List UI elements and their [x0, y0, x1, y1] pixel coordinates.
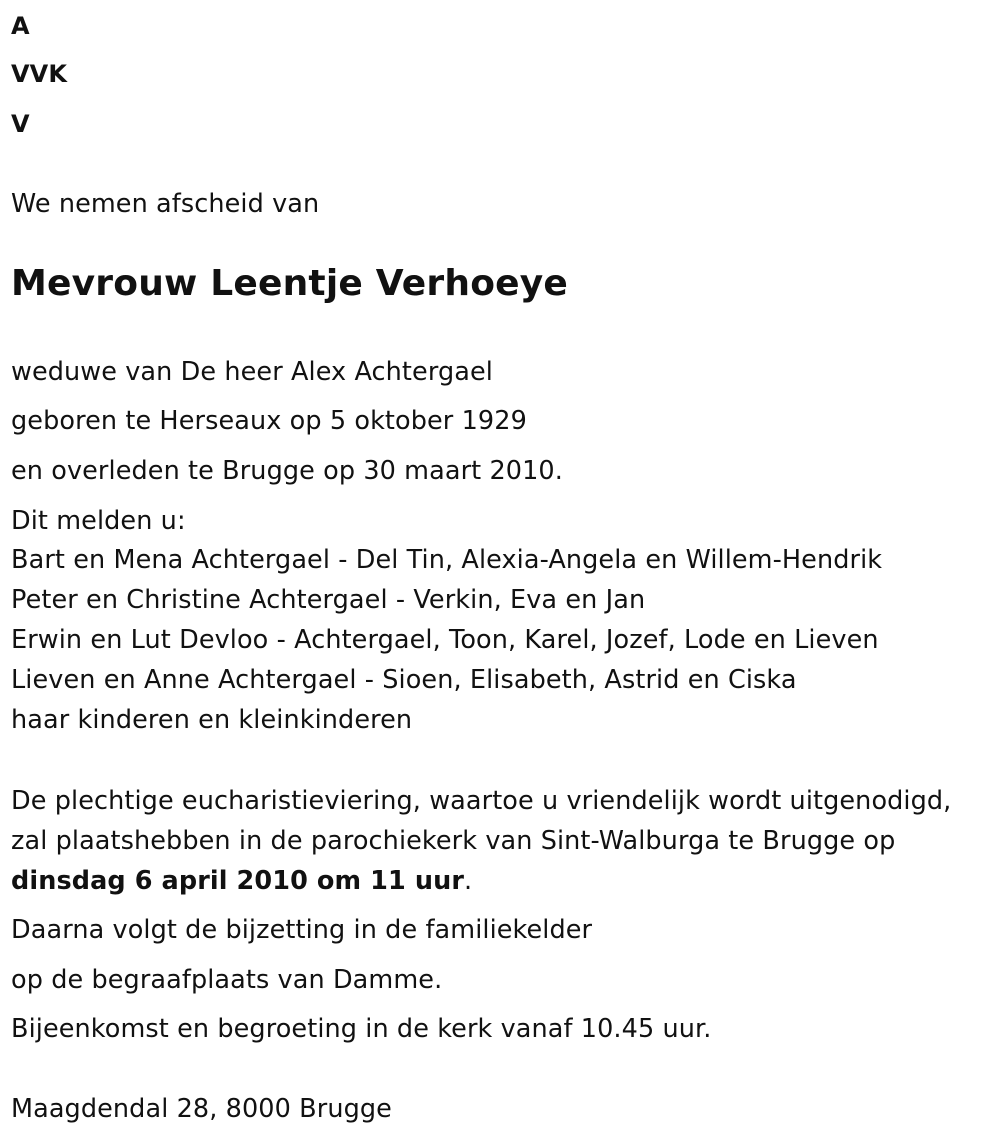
deceased-name: Mevrouw Leentje Verhoeye	[11, 263, 569, 304]
widow-of-line: weduwe van De heer Alex Achtergael	[11, 357, 493, 387]
header-line-v: V	[11, 110, 30, 138]
burial-line-1: Daarna volgt de bijzetting in de familiekelder	[11, 915, 593, 945]
family-line: Peter en Christine Achtergael - Verkin, Eva en Jan	[11, 585, 646, 615]
birth-line: geboren te Herseaux op 5 oktober 1929	[11, 406, 527, 436]
address-line: Maagdendal 28, 8000 Brugge	[11, 1094, 392, 1124]
ceremony-line-1: De plechtige eucharistieviering, waartoe u vriendelijk wordt uitgenodigd,	[11, 786, 952, 816]
children-line: haar kinderen en kleinkinderen	[11, 705, 413, 735]
family-line: Erwin en Lut Devloo - Achtergael, Toon, Karel, Jozef, Lode en Lieven	[11, 625, 879, 655]
death-line: en overleden te Brugge op 30 maart 2010.	[11, 456, 563, 486]
ceremony-date-line	[11, 866, 472, 896]
ceremony-line-2: zal plaatshebben in de parochiekerk van Sint-Walburga te Brugge op	[11, 826, 896, 856]
announcers-intro: Dit melden u:	[11, 506, 186, 536]
family-line: Bart en Mena Achtergael - Del Tin, Alexia-Angela en Willem-Hendrik	[11, 545, 883, 575]
burial-line-2: op de begraafplaats van Damme.	[11, 965, 443, 995]
header-line-a: A	[11, 12, 30, 40]
gathering-line: Bijeenkomst en begroeting in de kerk vanaf 10.45 uur.	[11, 1014, 712, 1044]
header-line-vvk: VVK	[11, 60, 68, 88]
ceremony-date-suffix: .	[464, 866, 473, 896]
ceremony-date-time: dinsdag 6 april 2010 om 11 uur	[11, 866, 464, 896]
family-line: Lieven en Anne Achtergael - Sioen, Elisabeth, Astrid en Ciska	[11, 665, 797, 695]
intro-text: We nemen afscheid van	[11, 189, 320, 219]
